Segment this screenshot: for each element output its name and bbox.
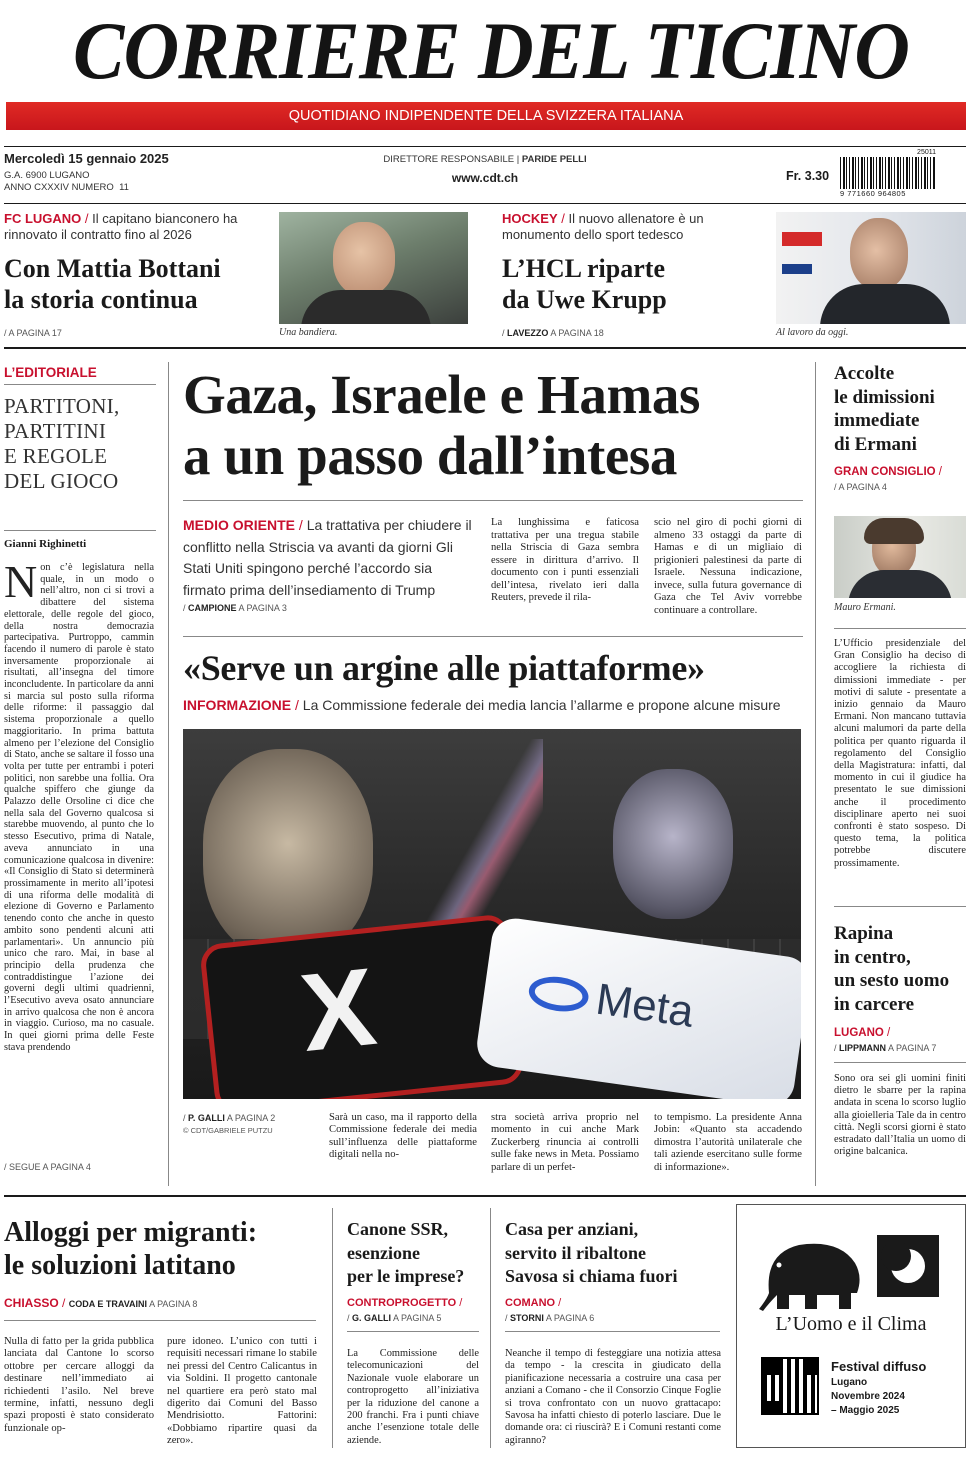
teaser-right-headline[interactable]: L’HCL riparte da Uwe Krupp [502,254,667,314]
qr-code-icon [761,1357,819,1415]
second-col1: Sarà un caso, ma il rapporto della Commissione federale dei media sull’influenza delle piattaforme digitali nella no- [329,1112,477,1161]
coach-head-icon [850,218,908,290]
sidebar-bottom-kicker: LUGANO [834,1027,884,1039]
tagline: QUOTIDIANO INDIPENDENTE DELLA SVIZZERA ITALIANA [288,108,684,124]
alloggi-col1: Nulla di fatto per la grida pubblica lanciata dal Cantone lo scorso ottobre per cercare alloggi da destinare nell’immediato ai richiedenti l’asilo. Nel breve termine, infatti, nessuno degli spazi proposti è stato considerato funzionale op- [4,1336,154,1434]
anziani-headline[interactable]: Casa per anziani, servito il ribaltone Savosa si chiama fuori [505,1219,678,1286]
lead-col1: La lunghissima e faticosa trattativa per una tregua stabile nella Striscia di Gaza sembra essere in dirittura d’arrivo. Il documento con i punti essenziali dell’intesa, rivelato ieri dalla Reuters, prevede il rila- [491,517,639,603]
canone-ref[interactable]: / G. GALLI A PAGINA 5 [347,1313,442,1323]
anziani-body: Neanche il tempo di festeggiare una notizia attesa da tempo - la crescita in giudicato della pianificazione necessaria a costruire una casa per anziani a Comano - che il Consorzio Cinque Foglie si trova confrontato con un nuovo grattacapo: Savosa ha infatti chiesto di poterlo lasciare. Due le domande ora: ci riuscirà? E i Comuni restanti come agiranno? [505,1348,721,1446]
player-shirt-icon [301,290,431,324]
second-col2: stra società arriva proprio nel momento in cui anche Mark Zuckerberg rinuncia ai controlli sulle fake news in Meta. Possiamo parlare di un perfet- [491,1112,639,1173]
teaser-left-subtitle: Il capitano bianconero ha rinnovato il contratto fino al 2026 [4,211,238,242]
sidebar-top-kicker-line: GRAN CONSIGLIO / [834,466,942,478]
teaser-right-caption: Al lavoro da oggi. [776,327,849,338]
lead-kicker: MEDIO ORIENTE [183,517,296,533]
face-left-icon [203,749,373,959]
editoriale-title[interactable]: PARTITONI, PARTITINI E REGOLE DEL GIOCO [4,394,120,493]
teaser-left-lead: FC LUGANO / Il capitano bianconero ha rinnovato il contratto fino al 2026 [4,211,238,242]
teaser-right-subtitle: Il nuovo allenatore è un monumento dello sport tedesco [502,211,704,242]
second-col3: to tempismo. La presidente Anna Jobin: «Quanto sta accadendo dimostra l’autorità unilaterale che tali aziende esercitano sulle forme di informazione». [654,1112,802,1173]
website[interactable]: www.cdt.ch [451,171,519,185]
editoriale-author: Gianni Righinetti [4,538,87,550]
ermani-suit-icon [848,570,952,598]
second-ref[interactable]: / P. GALLI A PAGINA 2 [183,1113,276,1123]
sidebar-bottom-ref[interactable]: / LIPPMANN A PAGINA 7 [834,1043,937,1053]
teaser-right-ref[interactable]: / LAVEZZO A PAGINA 18 [502,328,604,338]
second-photo [183,729,801,1099]
canone-headline[interactable]: Canone SSR, esenzione per le imprese? [347,1219,465,1286]
issue-date: Mercoledì 15 gennaio 2025 [4,151,169,166]
teaser-left-photo [279,212,468,324]
lead-subtitle: La trattativa per chiudere il conflitto nella Striscia va avanti da giorni Gli Stati Uniti spingono perché l’accordo sia firmato prima dell’insediamento di Trump [183,517,472,598]
barcode-bars-icon [840,157,936,189]
second-subtitle: La Commissione federale dei media lancia l’allarme e propone alcune misure [302,697,781,713]
lead-standfirst: MEDIO ORIENTE / La trattativa per chiudere il conflitto nella Striscia va avanti da giorni Gli Stati Uniti spingono perché l’accordo sia firmato prima dell’insediamento di Trump [183,517,472,598]
elephant-icon [759,1233,867,1313]
director-line: DIRETTORE RESPONSABILE | PARIDE PELLI [383,154,587,165]
editoriale-label: L’EDITORIALE [4,365,97,380]
teaser-left-kicker: FC LUGANO [4,211,82,226]
editoriale-body: Non c’è legislatura nella quale, in un modo o nell’altro, non ci si trovi a dibattere del sistema elettorale, delle regole del gioco, della nostra democrazia partecipativa. Purtroppo, cammin facendo il numero di parole è stato inversamente proporzionale ai risultati, all’insegna del timore inconcludente. In particolare da anni si marcia sul posto sulla riforma delle riforme: il passaggio dal sistema proporzionale a quello maggioritario. In prima battuta almeno per l’elezione del Consiglio di Stato, anche se saltare il fosso una volta per tutte per entrambi i poteri politici, non sarebbe una follia. Ora qualche spiffero che giunge da Palazzo delle Orsoline ci dice che nella sala del Governo qualcosa si starebbe muovendo, al punto che lo stesso Esecutivo, prima di Natale, aveva annunciato in una comunicazione qualcosa in divenire: «Il Consiglio di Stato si determinerà prossimamente in merito all’ipotesi di una riforma delle modalità di elezione di Governo e Parlamento tenendo conto che anche in questo ambito sono pendenti alcuni atti parlamentari». Un annuncio più unico che raro. Mai, in base al principio della prudenza che contraddistingue l’azione dei governi degli ultimi quadrienni, l’Esecutivo aveva osato annunciare in arrivo qualcosa che non è ancora in viaggio. Curioso, ma no casuale. In quei giorni prima delle Feste stava prendendo [4,562,154,1053]
anziani-ref[interactable]: / STORNI A PAGINA 6 [505,1313,595,1323]
sidebar-bottom-headline[interactable]: Rapina in centro, un sesto uomo in carcere [834,923,950,1015]
sidebar-top-headline[interactable]: Accolte le dimissioni immediate di Ermani [834,363,935,455]
sidebar-top-caption: Mauro Ermani. [834,602,896,613]
canone-kicker: CONTROPROGETTO [347,1297,457,1309]
barcode [840,149,938,199]
director-name: PARIDE PELLI [521,154,587,165]
sidebar-top-kicker: GRAN CONSIGLIO [834,466,936,478]
teaser-left-ref[interactable]: / A PAGINA 17 [4,328,62,338]
teaser-right-kicker: HOCKEY [502,211,558,226]
price: Fr. 3.30 [786,169,830,183]
second-headline[interactable]: «Serve un argine alle piattaforme» [183,648,705,688]
issue-number: ANNO CXXXIV NUMERO 11 [4,182,129,193]
editoriale-ref[interactable]: / SEGUE A PAGINA 4 [4,1162,91,1172]
issue-ga: G.A. 6900 LUGANO [4,170,90,181]
director-label: DIRETTORE RESPONSABILE [383,154,515,165]
newspaper-title: CORRIERE DEL TICINO [73,5,909,96]
canone-body: La Commissione delle telecomunicazioni del Nazionale vuole elaborare un controprogetto all’iniziativa per la riduzione del canone a 200 franchi. Fra i punti chiave anche l’esenzione totale delle aziende. [347,1348,479,1446]
teaser-right-photo [776,212,966,324]
ad-festival: Festival diffuso [831,1359,927,1374]
lead-col2: scio nel giro di pochi giorni di almeno 33 ostaggi da parte di Hamas e di un migliaio di prigionieri palestinesi da parte di Israele. Nessuna indicazione, invece, sulla futura governance di Gaza che Tel Aviv vorrebbe continuare a controllare. [654,517,802,616]
ad-dates-start: Novembre 2024 [831,1391,905,1402]
x-phone-icon [199,913,525,1099]
second-photo-credit: © CDT/GABRIELE PUTZU [183,1126,273,1135]
alloggi-kicker-line: CHIASSO / CODA E TRAVAINI A PAGINA 8 [4,1296,198,1310]
second-kicker: INFORMAZIONE [183,697,292,713]
lead-headline[interactable]: Gaza, Israele e Hamas a un passo dall’intesa [183,364,701,486]
ad-box[interactable] [736,1204,966,1448]
sidebar-bottom-body: Sono ora sei gli uomini finiti dietro le sbarre per la rapina andata in scena lo scorso luglio alla gioielleria Tale da in centro città. Negli scorsi giorni è stato estradato dall’Italia un uomo di origine balcanica. [834,1073,966,1158]
ad-title: L’Uomo e il Clima [775,1313,927,1335]
meta-logo-icon [527,973,591,1015]
face-right-icon [613,769,733,919]
teaser-left-caption: Una bandiera. [279,327,338,338]
meta-wordmark: Meta [592,974,697,1037]
moon-icon [877,1235,939,1297]
sidebar-top-body: L’Ufficio presidenziale del Gran Consiglio ha deciso di accogliere la richiesta di dimissioni immediate - per motivi di salute - presentate a inizio gennaio da Mauro Ermani. Non mancano tuttavia alcuni malumori da parte della politica per quanto riguarda il regolamento del Consiglio della Magistratura: infatti, dal momento in cui il giudice ha presentato le sue dimissioni anche il procedimento disciplinare aperto nei suoi confronti è stato sospeso. Di questo tema, la politica potrebbe discutere prossimamente. [834,638,966,869]
editoriale-dropcap: N [4,562,38,607]
ad-dates-end: – Maggio 2025 [831,1405,900,1416]
alloggi-kicker: CHIASSO [4,1296,59,1310]
player-head-icon [333,222,395,296]
tagline-bar [6,102,966,130]
anziani-kicker: COMANO [505,1297,556,1309]
alloggi-ref[interactable]: CODA E TRAVAINI A PAGINA 8 [68,1299,198,1309]
anziani-kicker-line: COMANO / [505,1297,562,1309]
second-standfirst: INFORMAZIONE / La Commissione federale dei media lancia l’allarme e propone alcune misure [183,697,781,713]
x-logo-icon: X [295,944,382,1075]
lead-ref[interactable]: / CAMPIONE A PAGINA 3 [183,603,287,613]
barcode-code-top: 25011 [917,149,936,156]
teaser-left-headline[interactable]: Con Mattia Bottani la storia continua [4,254,221,314]
sidebar-top-ref[interactable]: / A PAGINA 4 [834,482,887,492]
alloggi-headline[interactable]: Alloggi per migranti: le soluzioni latitano [4,1217,258,1281]
barcode-code-bottom: 9 771660 964805 [840,189,906,198]
alloggi-col2: pure idoneo. L’unico con tutti i requisiti necessari rimane lo stabile nei pressi del Centro Calicantus in via Soldini. Il progetto cantonale nel quartiere era però stato mal digerito dai Comuni del Basso Mendrisiotto. Fattorini: «Dobbiamo ripartire quasi da zero». [167,1336,317,1447]
ad-place: Lugano [831,1377,868,1388]
coach-suit-icon [820,284,950,324]
teaser-right-lead: HOCKEY / Il nuovo allenatore è un monumento dello sport tedesco [502,211,704,242]
sidebar-top-photo [834,516,966,598]
canone-kicker-line: CONTROPROGETTO / [347,1297,463,1309]
sidebar-bottom-kicker-line: LUGANO / [834,1027,891,1039]
